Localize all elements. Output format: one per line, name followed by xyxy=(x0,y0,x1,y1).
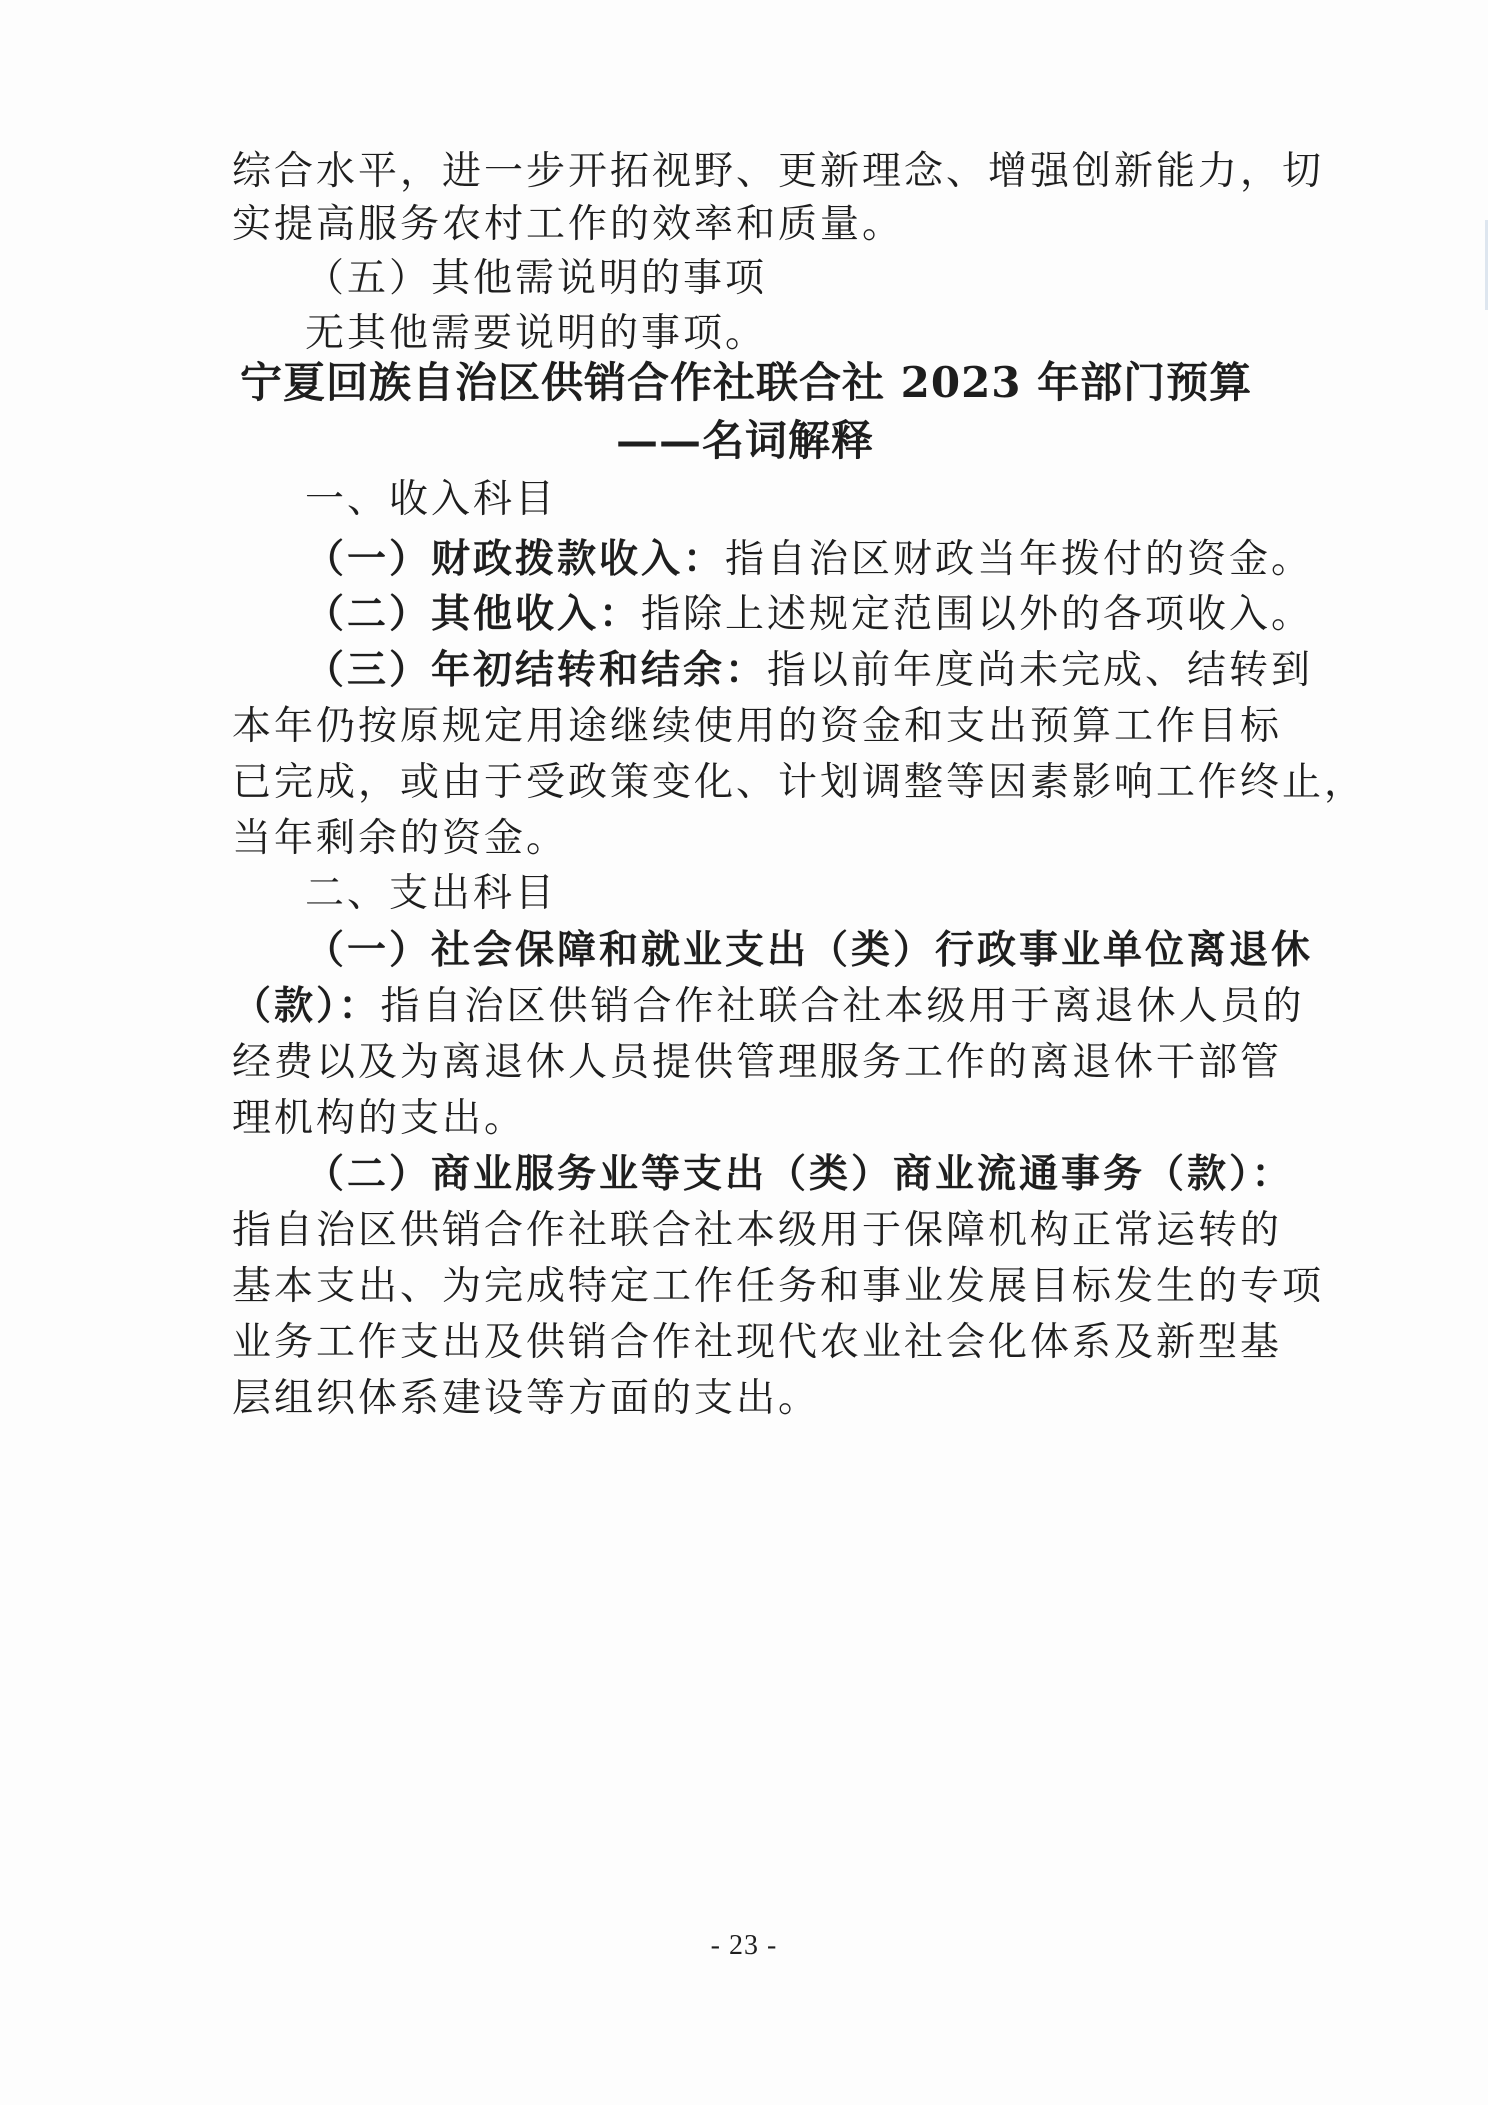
income-item-1 xyxy=(305,535,1314,585)
expenditure-item-1-cont-1: 经费以及为离退休人员提供管理服务工作的离退休干部管 xyxy=(232,1040,1283,1085)
expenditure-item-1-term-line-1: （一）社会保障和就业支出（类）行政事业单位离退休 xyxy=(305,928,1314,973)
expenditure-item-2-cont-2: 基本支出、为完成特定工作任务和事业发展目标发生的专项 xyxy=(232,1264,1325,1309)
expenditure-item-1-desc-line-1: 指自治区供销合作社联合社本级用于离退休人员的 xyxy=(380,984,1305,1029)
document-title-line-1: 宁夏回族自治区供销合作社联合社 2023 年部门预算 xyxy=(240,358,1253,407)
income-heading: 一、收入科目 xyxy=(305,477,558,522)
income-item-2-term: （二）其他收入： xyxy=(305,592,642,637)
income-item-3-term: （三）年初结转和结余： xyxy=(305,648,768,693)
expenditure-item-1-term-line-2: （款）： xyxy=(232,984,381,1029)
intro-line-2: 实提高服务农村工作的效率和质量。 xyxy=(232,202,905,247)
income-item-3 xyxy=(305,646,1314,696)
income-item-3-cont-3: 当年剩余的资金。 xyxy=(232,816,569,861)
expenditure-item-1-line-2 xyxy=(232,982,1305,1032)
income-item-3-desc: 指以前年度尚未完成、结转到 xyxy=(767,648,1314,693)
expenditure-heading: 二、支出科目 xyxy=(305,871,558,916)
income-item-2 xyxy=(305,590,1314,640)
expenditure-item-2-cont-3: 业务工作支出及供销合作社现代农业社会化体系及新型基 xyxy=(232,1320,1283,1365)
expenditure-item-2-term: （二）商业服务业等支出（类）商业流通事务（款）： xyxy=(305,1152,1294,1197)
page-number: - 23 - xyxy=(710,1930,778,1961)
income-item-2-desc: 指除上述规定范围以外的各项收入。 xyxy=(641,592,1314,637)
intro-line-1: 综合水平，进一步开拓视野、更新理念、增强创新能力，切 xyxy=(232,149,1325,194)
expenditure-item-1-cont-2: 理机构的支出。 xyxy=(232,1096,527,1141)
income-item-3-cont-1: 本年仍按原规定用途继续使用的资金和支出预算工作目标 xyxy=(232,704,1283,749)
expenditure-item-2-cont-4: 层组织体系建设等方面的支出。 xyxy=(232,1376,821,1421)
income-item-1-term: （一）财政拨款收入： xyxy=(305,537,726,582)
document-title-line-2: ——名词解释 xyxy=(615,416,874,465)
other-matters-heading: （五）其他需说明的事项 xyxy=(305,256,768,301)
income-item-1-desc: 指自治区财政当年拨付的资金。 xyxy=(725,537,1314,582)
income-item-3-cont-2: 已完成，或由于受政策变化、计划调整等因素影响工作终止， xyxy=(232,760,1367,805)
expenditure-item-2-cont-1: 指自治区供销合作社联合社本级用于保障机构正常运转的 xyxy=(232,1208,1283,1253)
other-matters-text: 无其他需要说明的事项。 xyxy=(305,311,768,356)
